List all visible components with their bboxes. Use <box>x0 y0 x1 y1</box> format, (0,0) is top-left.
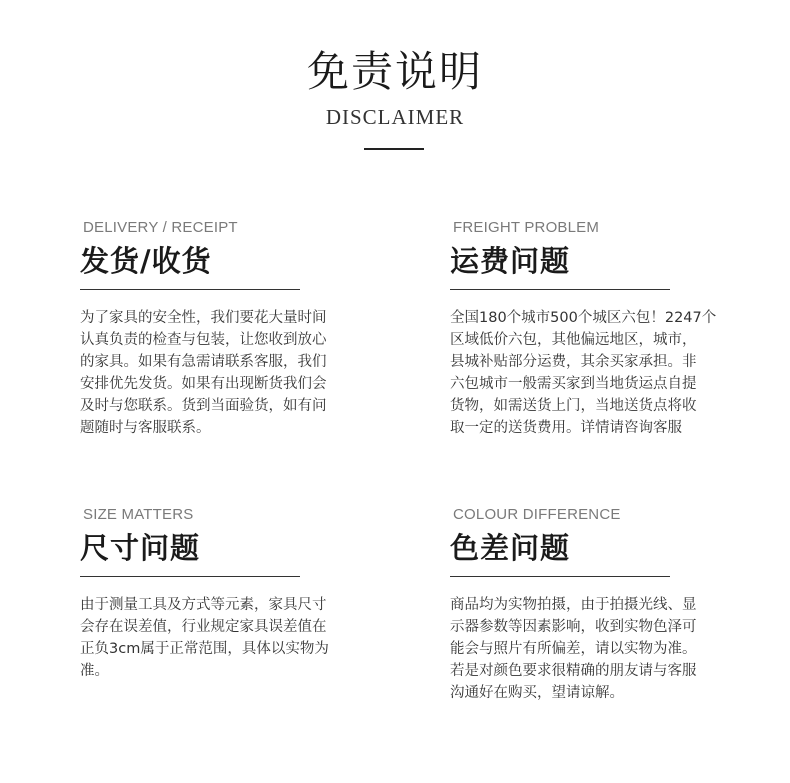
section-heading: 尺寸问题 <box>80 531 201 565</box>
section-heading: 发货/收货 <box>80 244 212 278</box>
title-divider <box>364 148 424 150</box>
section-divider <box>450 576 670 577</box>
section-english-label: SIZE MATTERS <box>83 506 194 523</box>
section-divider <box>80 576 300 577</box>
page-subtitle: DISCLAIMER <box>325 105 465 129</box>
section-heading: 运费问题 <box>450 244 571 278</box>
colour-difference-section <box>450 506 740 704</box>
section-body-text: 全国180个城市500个城区六包！2247个 区域低价六包，其他偏远地区，城市， 县城补贴部分运费，其余买家承担。非 六包城市一般需买家到当地货运点自提 货物，如需送货上门，当地送货点将收 取一定的送货费用。详情请咨询客服 <box>450 310 717 436</box>
section-body-text: 商品均为实物拍摄，由于拍摄光线、显 示器参数等因素影响，收到实物色泽可 能会与照片有所偏差，请以实物为准。 若是对颜色要求很精确的朋友请与客服 沟通好在购买，望请谅解。 <box>450 597 697 701</box>
section-divider <box>450 289 670 290</box>
delivery-receipt-section <box>80 219 370 439</box>
section-heading: 色差问题 <box>450 531 571 565</box>
section-body-text: 由于测量工具及方式等元素，家具尺寸 会存在误差值，行业规定家具误差值在 正负3cm属于正常范围，具体以实物为 准。 <box>80 597 329 679</box>
section-body-text: 为了家具的安全性，我们要花大量时间 认真负责的检查与包装，让您收到放心 的家具。如果有急需请联系客服，我们 安排优先发货。如果有出现断货我们会 及时与您联系。货到当面验货，如有问 题随时与客服联系。 <box>80 310 327 436</box>
page-title: 免责说明 <box>306 47 483 96</box>
freight-problem-section <box>450 219 740 439</box>
section-divider <box>80 289 300 290</box>
section-english-label: FREIGHT PROBLEM <box>453 219 600 236</box>
size-matters-section <box>80 506 370 682</box>
section-english-label: COLOUR DIFFERENCE <box>453 506 621 523</box>
section-english-label: DELIVERY / RECEIPT <box>83 219 238 236</box>
